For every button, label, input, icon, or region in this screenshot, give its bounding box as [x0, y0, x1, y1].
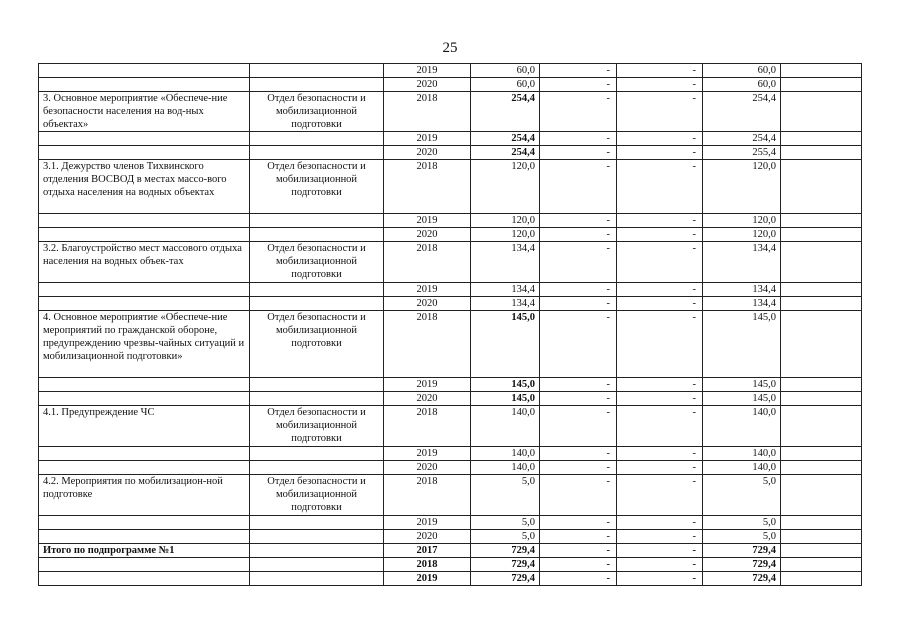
row-executor-cell — [250, 132, 384, 146]
row-year-cell: 2018 — [384, 242, 471, 283]
row-source4-cell — [781, 160, 862, 214]
row-total-cell: 60,0 — [471, 64, 540, 78]
row-source3-cell: 134,4 — [703, 297, 781, 311]
row-source1-cell: - — [540, 132, 617, 146]
table-row — [39, 447, 862, 461]
row-total-cell: 140,0 — [471, 447, 540, 461]
row-source4-cell — [781, 283, 862, 297]
row-source1-cell: - — [540, 283, 617, 297]
row-executor-cell — [250, 516, 384, 530]
row-source3-cell: 60,0 — [703, 64, 781, 78]
row-name-cell — [39, 297, 250, 311]
row-source3-cell: 120,0 — [703, 160, 781, 214]
row-source2-cell: - — [617, 406, 703, 447]
row-source1-cell: - — [540, 78, 617, 92]
row-executor-cell: Отдел безопасности и мобилизационной подготовки — [250, 311, 384, 378]
table-row — [39, 392, 862, 406]
row-source3-cell: 60,0 — [703, 78, 781, 92]
row-source2-cell: - — [617, 297, 703, 311]
row-year-cell: 2018 — [384, 558, 471, 572]
row-name-cell — [39, 283, 250, 297]
row-year-cell: 2019 — [384, 516, 471, 530]
table-row — [39, 92, 862, 132]
row-name-cell — [39, 378, 250, 392]
table-row — [39, 78, 862, 92]
row-total-cell: 254,4 — [471, 132, 540, 146]
row-source2-cell: - — [617, 447, 703, 461]
row-executor-cell — [250, 447, 384, 461]
row-source3-cell: 145,0 — [703, 311, 781, 378]
row-source4-cell — [781, 146, 862, 160]
row-name-cell — [39, 558, 250, 572]
table-row — [39, 516, 862, 530]
table-row — [39, 64, 862, 78]
row-source2-cell: - — [617, 475, 703, 516]
row-executor-cell — [250, 78, 384, 92]
row-source3-cell: 140,0 — [703, 406, 781, 447]
row-source2-cell: - — [617, 392, 703, 406]
row-total-cell: 254,4 — [471, 146, 540, 160]
row-total-cell: 145,0 — [471, 311, 540, 378]
row-year-cell: 2019 — [384, 572, 471, 586]
page-number: 25 — [442, 40, 458, 56]
row-total-cell: 60,0 — [471, 78, 540, 92]
row-source1-cell: - — [540, 378, 617, 392]
table-row — [39, 530, 862, 544]
row-source4-cell — [781, 530, 862, 544]
row-source1-cell: - — [540, 297, 617, 311]
row-source4-cell — [781, 392, 862, 406]
row-source1-cell: - — [540, 160, 617, 214]
row-source3-cell: 729,4 — [703, 544, 781, 558]
row-source3-cell: 120,0 — [703, 228, 781, 242]
row-executor-cell: Отдел безопасности и мобилизационной подготовки — [250, 406, 384, 447]
row-executor-cell — [250, 64, 384, 78]
row-name-cell — [39, 516, 250, 530]
row-year-cell: 2020 — [384, 146, 471, 160]
row-source2-cell: - — [617, 544, 703, 558]
row-year-cell: 2020 — [384, 297, 471, 311]
row-source2-cell: - — [617, 132, 703, 146]
row-executor-cell — [250, 214, 384, 228]
row-total-cell: 145,0 — [471, 392, 540, 406]
row-source4-cell — [781, 78, 862, 92]
row-executor-cell — [250, 228, 384, 242]
row-source4-cell — [781, 475, 862, 516]
row-year-cell: 2018 — [384, 475, 471, 516]
row-total-cell: 729,4 — [471, 572, 540, 586]
row-executor-cell — [250, 297, 384, 311]
row-source4-cell — [781, 378, 862, 392]
row-source3-cell: 134,4 — [703, 283, 781, 297]
row-source4-cell — [781, 558, 862, 572]
row-source1-cell: - — [540, 447, 617, 461]
row-source4-cell — [781, 311, 862, 378]
row-source2-cell: - — [617, 558, 703, 572]
table-row — [39, 406, 862, 447]
row-year-cell: 2017 — [384, 544, 471, 558]
row-executor-cell — [250, 572, 384, 586]
row-executor-cell — [250, 558, 384, 572]
budget-table — [38, 63, 862, 586]
table-row — [39, 160, 862, 214]
row-year-cell: 2019 — [384, 214, 471, 228]
row-name-cell: 3.1. Дежурство членов Тихвинского отделения ВОСВОД в местах массо-вого отдыха населения на водных объектах — [39, 160, 250, 214]
row-source3-cell: 145,0 — [703, 392, 781, 406]
row-source4-cell — [781, 92, 862, 132]
row-year-cell: 2018 — [384, 311, 471, 378]
row-source2-cell: - — [617, 160, 703, 214]
row-total-cell: 134,4 — [471, 242, 540, 283]
row-executor-cell — [250, 544, 384, 558]
row-year-cell: 2020 — [384, 530, 471, 544]
row-source1-cell: - — [540, 475, 617, 516]
row-source4-cell — [781, 447, 862, 461]
row-source3-cell: 5,0 — [703, 516, 781, 530]
row-name-cell: 3. Основное мероприятие «Обеспече-ние безопасности населения на вод-ных объектах» — [39, 92, 250, 132]
row-year-cell: 2019 — [384, 64, 471, 78]
row-source2-cell: - — [617, 461, 703, 475]
row-total-cell: 5,0 — [471, 530, 540, 544]
row-source3-cell: 255,4 — [703, 146, 781, 160]
row-source2-cell: - — [617, 572, 703, 586]
row-source1-cell: - — [540, 392, 617, 406]
row-source4-cell — [781, 572, 862, 586]
table-row — [39, 297, 862, 311]
row-name-cell: 4.2. Мероприятия по мобилизацион-ной подготовке — [39, 475, 250, 516]
row-total-cell: 140,0 — [471, 461, 540, 475]
row-source4-cell — [781, 297, 862, 311]
row-source1-cell: - — [540, 461, 617, 475]
row-name-cell — [39, 530, 250, 544]
row-name-cell — [39, 572, 250, 586]
row-source3-cell: 729,4 — [703, 558, 781, 572]
row-executor-cell: Отдел безопасности и мобилизационной подготовки — [250, 242, 384, 283]
row-source4-cell — [781, 544, 862, 558]
table-row — [39, 378, 862, 392]
row-source2-cell: - — [617, 78, 703, 92]
table-row — [39, 544, 862, 558]
table-row — [39, 475, 862, 516]
row-source4-cell — [781, 406, 862, 447]
row-source4-cell — [781, 214, 862, 228]
row-source2-cell: - — [617, 146, 703, 160]
row-total-cell: 140,0 — [471, 406, 540, 447]
row-source1-cell: - — [540, 558, 617, 572]
row-source3-cell: 254,4 — [703, 92, 781, 132]
row-source1-cell: - — [540, 572, 617, 586]
row-year-cell: 2020 — [384, 392, 471, 406]
row-source2-cell: - — [617, 283, 703, 297]
row-source3-cell: 5,0 — [703, 530, 781, 544]
row-source3-cell: 140,0 — [703, 447, 781, 461]
row-source4-cell — [781, 516, 862, 530]
row-total-cell: 145,0 — [471, 378, 540, 392]
row-year-cell: 2018 — [384, 160, 471, 214]
table-row — [39, 558, 862, 572]
row-source1-cell: - — [540, 530, 617, 544]
row-executor-cell — [250, 378, 384, 392]
row-source3-cell: 145,0 — [703, 378, 781, 392]
row-name-cell — [39, 146, 250, 160]
row-source4-cell — [781, 242, 862, 283]
row-total-cell: 5,0 — [471, 475, 540, 516]
row-source1-cell: - — [540, 242, 617, 283]
row-name-cell — [39, 228, 250, 242]
row-executor-cell — [250, 392, 384, 406]
table-row — [39, 283, 862, 297]
row-source2-cell: - — [617, 214, 703, 228]
row-executor-cell: Отдел безопасности и мобилизационной подготовки — [250, 92, 384, 132]
row-executor-cell — [250, 283, 384, 297]
row-source2-cell: - — [617, 92, 703, 132]
row-name-cell — [39, 214, 250, 228]
table-row — [39, 146, 862, 160]
row-executor-cell — [250, 146, 384, 160]
row-source1-cell: - — [540, 516, 617, 530]
row-source2-cell: - — [617, 378, 703, 392]
row-name-cell: Итого по подпрограмме №1 — [39, 544, 250, 558]
row-name-cell — [39, 64, 250, 78]
row-source1-cell: - — [540, 228, 617, 242]
row-executor-cell: Отдел безопасности и мобилизационной подготовки — [250, 160, 384, 214]
row-source1-cell: - — [540, 406, 617, 447]
row-source3-cell: 729,4 — [703, 572, 781, 586]
row-total-cell: 729,4 — [471, 544, 540, 558]
row-total-cell: 134,4 — [471, 297, 540, 311]
row-year-cell: 2020 — [384, 461, 471, 475]
row-total-cell: 134,4 — [471, 283, 540, 297]
row-year-cell: 2020 — [384, 228, 471, 242]
table-row — [39, 228, 862, 242]
table-row — [39, 214, 862, 228]
row-name-cell — [39, 392, 250, 406]
row-source2-cell: - — [617, 64, 703, 78]
row-source3-cell: 134,4 — [703, 242, 781, 283]
row-total-cell: 254,4 — [471, 92, 540, 132]
row-source4-cell — [781, 228, 862, 242]
row-source3-cell: 140,0 — [703, 461, 781, 475]
row-source3-cell: 254,4 — [703, 132, 781, 146]
row-name-cell: 3.2. Благоустройство мест массового отдыха населения на водных объек-тах — [39, 242, 250, 283]
row-name-cell: 4.1. Предупреждение ЧС — [39, 406, 250, 447]
table-row — [39, 311, 862, 378]
row-source2-cell: - — [617, 530, 703, 544]
table-row — [39, 572, 862, 586]
row-source2-cell: - — [617, 311, 703, 378]
row-executor-cell: Отдел безопасности и мобилизационной подготовки — [250, 475, 384, 516]
row-year-cell: 2019 — [384, 378, 471, 392]
row-source1-cell: - — [540, 146, 617, 160]
row-source4-cell — [781, 461, 862, 475]
row-name-cell: 4. Основное мероприятие «Обеспече-ние мероприятий по гражданской обороне, предупреждению чрезвы-чайных ситуаций и мобилизационной подготовки» — [39, 311, 250, 378]
row-source2-cell: - — [617, 228, 703, 242]
row-year-cell: 2019 — [384, 283, 471, 297]
row-total-cell: 729,4 — [471, 558, 540, 572]
row-year-cell: 2019 — [384, 447, 471, 461]
row-name-cell — [39, 132, 250, 146]
row-year-cell: 2018 — [384, 92, 471, 132]
table-row — [39, 461, 862, 475]
row-source3-cell: 5,0 — [703, 475, 781, 516]
row-total-cell: 120,0 — [471, 214, 540, 228]
row-total-cell: 120,0 — [471, 228, 540, 242]
row-source2-cell: - — [617, 516, 703, 530]
row-source4-cell — [781, 132, 862, 146]
row-source1-cell: - — [540, 214, 617, 228]
row-name-cell — [39, 447, 250, 461]
row-total-cell: 120,0 — [471, 160, 540, 214]
row-name-cell — [39, 461, 250, 475]
row-source2-cell: - — [617, 242, 703, 283]
row-source3-cell: 120,0 — [703, 214, 781, 228]
table-row — [39, 242, 862, 283]
row-executor-cell — [250, 530, 384, 544]
row-source1-cell: - — [540, 64, 617, 78]
row-year-cell: 2019 — [384, 132, 471, 146]
row-name-cell — [39, 78, 250, 92]
row-total-cell: 5,0 — [471, 516, 540, 530]
row-source1-cell: - — [540, 92, 617, 132]
row-executor-cell — [250, 461, 384, 475]
row-year-cell: 2018 — [384, 406, 471, 447]
row-year-cell: 2020 — [384, 78, 471, 92]
table-row — [39, 132, 862, 146]
row-source1-cell: - — [540, 544, 617, 558]
row-source1-cell: - — [540, 311, 617, 378]
table-body — [39, 64, 862, 586]
row-source4-cell — [781, 64, 862, 78]
